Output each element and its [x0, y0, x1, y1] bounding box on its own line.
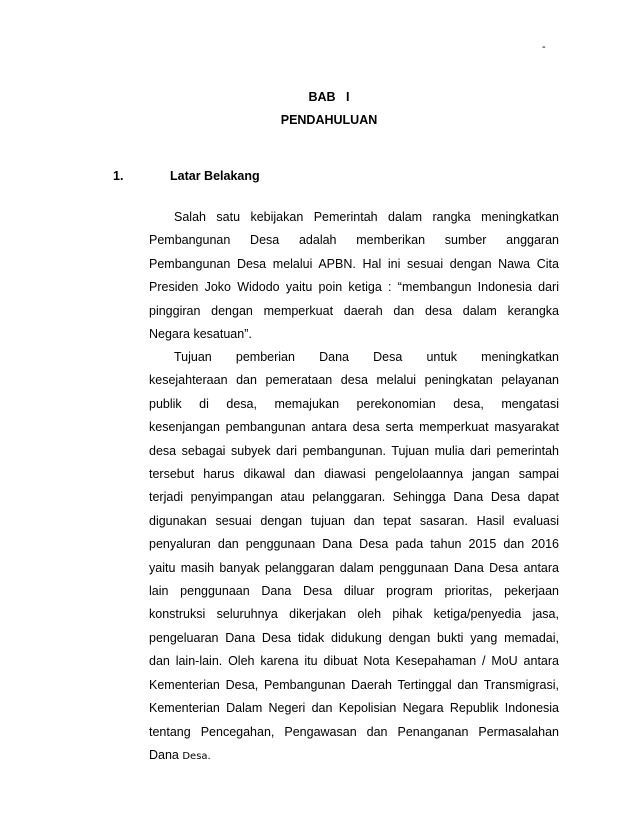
- paragraph-line: konstruksi seluruhnya dikerjakan oleh pihak ketiga/penyedia jasa,: [149, 607, 559, 622]
- last-line-prefix: Dana: [149, 747, 183, 762]
- paragraph-line: kesenjangan pembangunan antara desa serta memperkuat masyarakat: [149, 420, 559, 435]
- paragraph-1: [149, 206, 559, 346]
- paragraph-line: Tujuan pemberian Dana Desa untuk meningkatkan: [174, 350, 559, 364]
- paragraph-line: tentang Pencegahan, Pengawasan dan Penanganan Permasalahan: [149, 724, 559, 739]
- paragraph-line: penyaluran dan penggunaan Dana Desa pada tahun 2015 dan 2016: [149, 537, 559, 552]
- paragraph-line: pengeluaran Dana Desa tidak didukung dengan bukti yang memadai,: [149, 630, 559, 645]
- paragraph-line: pinggiran dengan memperkuat daerah dan desa dalam kerangka: [149, 303, 559, 318]
- paragraph-line: Kementerian Dalam Negeri dan Kepolisian Negara Republik Indonesia: [149, 701, 559, 716]
- last-line-suffix: Desa.: [182, 750, 211, 762]
- paragraph-2: [149, 346, 559, 768]
- paragraph-line: kesejahteraan dan pemerataan desa melalui peningkatan pelayanan: [149, 373, 559, 388]
- paragraph-last-line: [149, 744, 559, 768]
- paragraph-line: Kementerian Desa, Pembangunan Daerah Tertinggal dan Transmigrasi,: [149, 677, 559, 692]
- paragraph-line: desa sebagai subyek dari pembangunan. Tujuan mulia dari pemerintah: [149, 443, 559, 458]
- paragraph-line: tersebut harus dikawal dan diawasi pengelolaannya jangan sampai: [149, 467, 559, 482]
- paragraph-line: Negara kesatuan”.: [149, 327, 252, 342]
- paragraph-line: terjadi penyimpangan atau pelanggaran. Sehingga Dana Desa dapat: [149, 490, 559, 505]
- paragraph-line: Pembangunan Desa adalah memberikan sumber anggaran: [149, 233, 559, 248]
- paragraph-line: publik di desa, memajukan perekonomian desa, mengatasi: [149, 396, 559, 411]
- section-title: Latar Belakang: [170, 169, 260, 183]
- paragraph-line: digunakan sesuai dengan tujuan dan tepat sasaran. Hasil evaluasi: [149, 513, 559, 528]
- paragraph-line: yaitu masih banyak pelanggaran dalam penggunaan Dana Desa antara: [149, 560, 559, 575]
- chapter-number: BAB I: [308, 90, 350, 104]
- chapter-title: PENDAHULUAN: [280, 113, 378, 127]
- corner-mark: -: [542, 41, 546, 53]
- paragraph-line: lain penggunaan Dana Desa diluar program prioritas, pekerjaan: [149, 584, 559, 599]
- paragraph-line: dan lain-lain. Oleh karena itu dibuat Nota Kesepahaman / MoU antara: [149, 654, 559, 669]
- paragraph-line: Salah satu kebijakan Pemerintah dalam rangka meningkatkan: [174, 210, 559, 224]
- paragraph-line: Pembangunan Desa melalui APBN. Hal ini sesuai dengan Nawa Cita: [149, 256, 559, 271]
- section-number: 1.: [113, 169, 124, 183]
- paragraph-line: Presiden Joko Widodo yaitu poin ketiga : “membangun Indonesia dari: [149, 280, 559, 295]
